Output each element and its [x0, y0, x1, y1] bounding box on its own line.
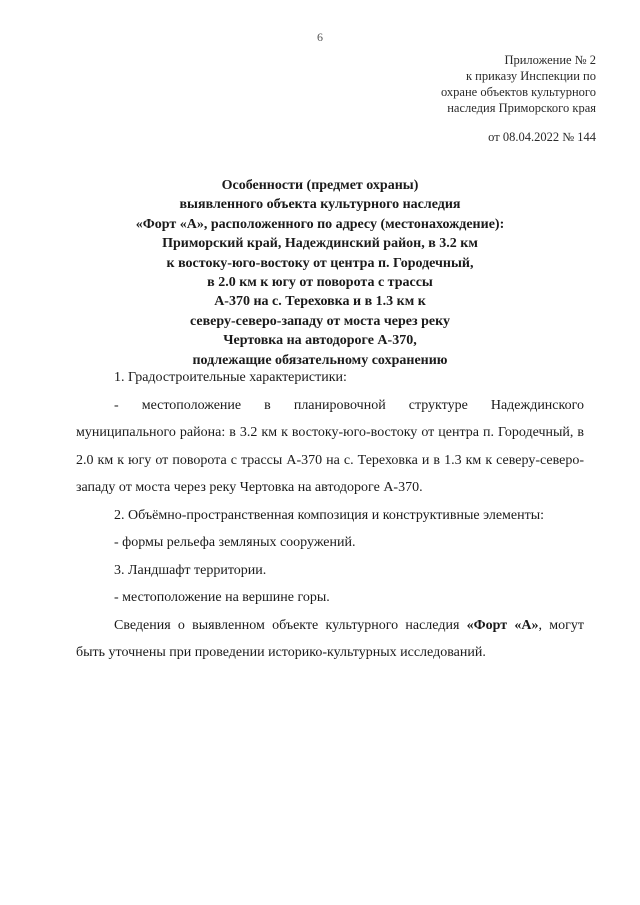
document-body — [76, 364, 584, 667]
appendix-line: охране объектов культурного — [440, 85, 596, 99]
section-1-heading: 1. Градостроительные характеристики: — [114, 370, 347, 385]
title-line: Особенности (предмет охраны) — [221, 178, 419, 193]
section-1-item: - местоположение в планировочной структуре Надеждинского муниципального района: в 3.2 км к востоку-юго-востоку от центра п. Городечный, в 2.0 км к югу от поворота с трассы А-370 на с. Тереховка и в 1.3 км к северу-северо-западу от моста через реку Чертовка на автодороге А-370. — [76, 397, 584, 495]
appendix-line: Приложение № 2 — [504, 53, 596, 67]
order-date: от 08.04.2022 № 144 — [488, 130, 596, 144]
title-line: Приморский край, Надеждинский район, в 3.2 км — [162, 236, 478, 252]
section-2-heading: 2. Объёмно-пространственная композиция и конструктивные элементы: — [114, 507, 545, 523]
title-line: в 2.0 км к югу от поворота с трассы — [207, 275, 433, 291]
section-3-item: - местоположение на вершине горы. — [114, 590, 330, 605]
title-line: выявленного объекта культурного наследия — [179, 197, 461, 213]
title-line: Чертовка на автодороге А-370, — [223, 333, 417, 349]
section-3-heading: 3. Ландшафт территории. — [114, 562, 267, 578]
closing-text-before: Сведения о выявленном объекте культурного наследия — [114, 617, 467, 633]
page-number: 6 — [317, 30, 323, 44]
closing-text-after: , могут быть уточнены при проведении историко-культурных исследований. — [76, 617, 584, 660]
appendix-line: наследия Приморского края — [447, 101, 596, 115]
document-title — [60, 176, 580, 370]
closing-paragraph — [76, 612, 584, 667]
appendix-line: к приказу Инспекции по — [465, 69, 596, 83]
title-line: А-370 на с. Тереховка и в 1.3 км к — [214, 294, 426, 310]
title-line: к востоку-юго-востоку от центра п. Городечный, — [166, 255, 474, 271]
object-name: «Форт «А» — [466, 617, 539, 633]
title-line: «Форт «А», расположенного по адресу (местонахождение): — [135, 216, 505, 232]
section-2-item: - формы рельефа земляных сооружений. — [114, 535, 356, 550]
title-line: подлежащие обязательному сохранению — [192, 352, 448, 368]
appendix-header — [296, 52, 596, 116]
title-line: северу-северо-западу от моста через реку — [190, 313, 450, 329]
